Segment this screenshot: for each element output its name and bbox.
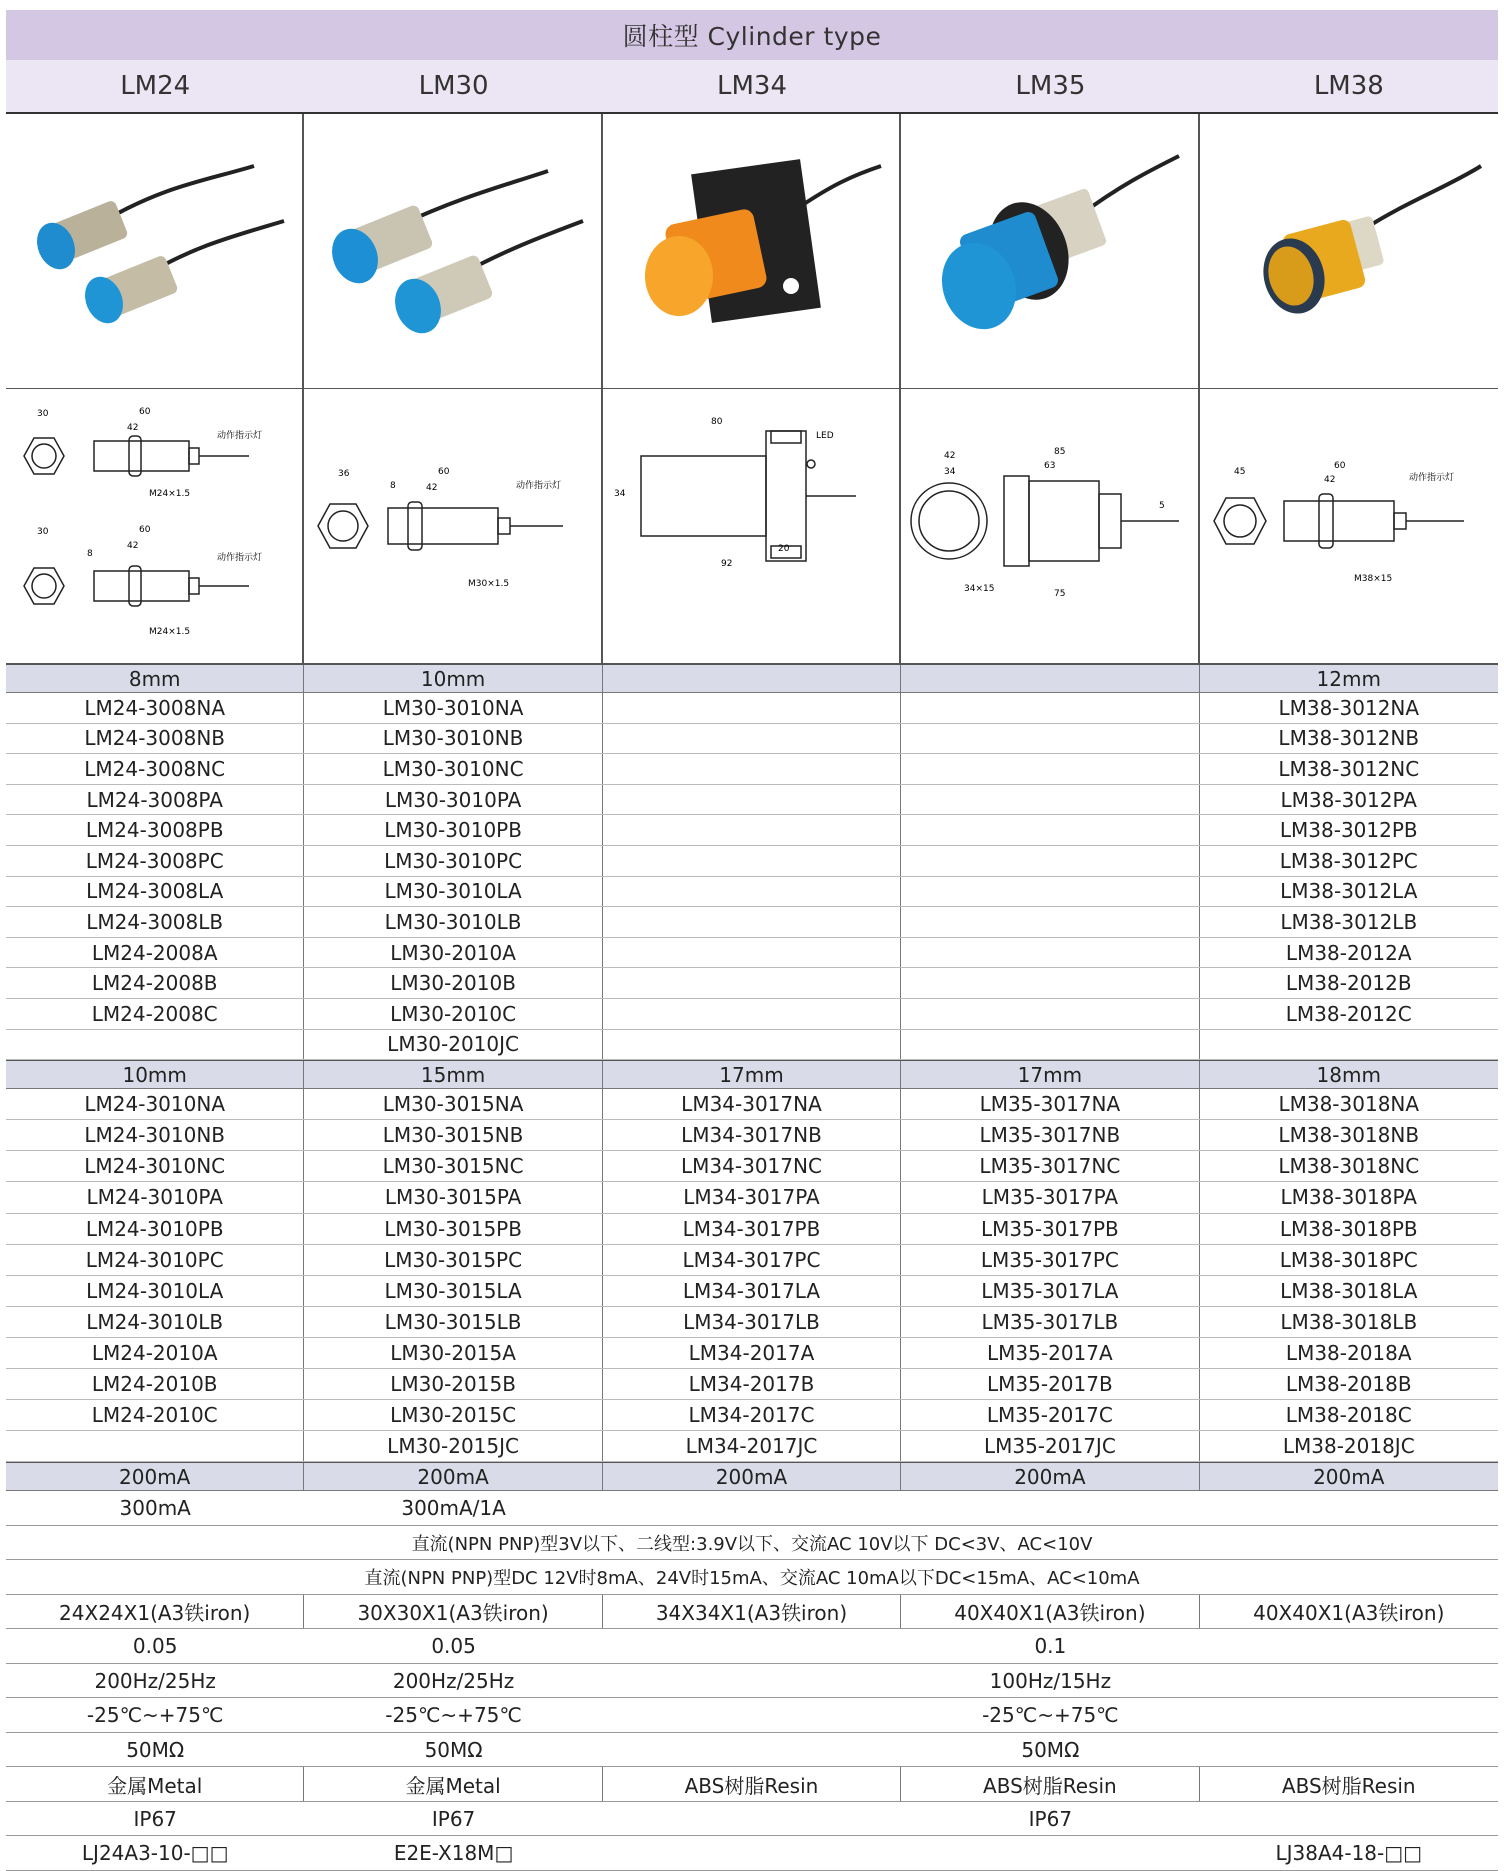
- model-cell: [603, 693, 901, 723]
- svg-text:42: 42: [127, 423, 139, 433]
- spec-cell: [603, 1491, 901, 1525]
- distance-cell: 15mm: [304, 1061, 602, 1088]
- spec-cell: 100Hz/15Hz: [989, 1668, 1112, 1693]
- spec-cell: 200mA: [603, 1463, 901, 1490]
- table-row: [6, 1307, 1498, 1338]
- svg-text:85: 85: [1054, 447, 1066, 457]
- dimension-drawing-row: [6, 389, 1498, 664]
- spec-cell: 0.05: [132, 1634, 178, 1658]
- lm35-drawing: [901, 389, 1199, 663]
- spec-cell: 40X40X1(A3铁iron): [1253, 1601, 1445, 1625]
- model-cell: LM30-3015LB: [304, 1307, 602, 1337]
- model-cell: LM38-3012PB: [1279, 818, 1418, 843]
- model-cell: [603, 938, 901, 968]
- model-cell: LM38-3018NA: [1278, 1092, 1420, 1117]
- svg-text:60: 60: [437, 467, 450, 477]
- spec-cell-wide: 直流(NPN PNP)型DC 12V时8mA、24V时15mA、交流AC 10mA以下DC<15mA、AC<10mA: [364, 1568, 1140, 1589]
- model-cell: LM24-3010LA: [6, 1276, 304, 1306]
- model-cell: LM35-3017PA: [901, 1182, 1199, 1212]
- lm35-photo: [901, 114, 1199, 388]
- svg-text:45: 45: [1233, 467, 1246, 477]
- model-cell: LM38-3018PA: [1280, 1185, 1417, 1210]
- model-cell: [603, 1030, 901, 1060]
- model-cell: LM24-3010NA: [6, 1089, 304, 1119]
- spec-cell: [1200, 1629, 1498, 1663]
- spec-cell: [603, 1698, 901, 1732]
- table-row: [6, 907, 1498, 938]
- model-label: LM34: [717, 71, 788, 101]
- spec-cell: IP67: [1028, 1806, 1073, 1831]
- model-cell: LM30-2010JC: [304, 1030, 602, 1060]
- model-header: [6, 60, 1498, 114]
- distance-band-2: [6, 1060, 1498, 1089]
- model-cell: LM38-3012PC: [1279, 848, 1418, 873]
- insulation-row: [6, 1733, 1498, 1768]
- spec-cell: [603, 1664, 901, 1698]
- model-cell: LM35-2017C: [901, 1400, 1199, 1430]
- model-cell: [901, 1030, 1199, 1060]
- model-cell: LM24-2010C: [6, 1400, 304, 1430]
- lm34-drawing: [603, 389, 901, 663]
- lm30-drawing: [304, 389, 602, 663]
- model-cell: LM24-3008PA: [6, 785, 304, 815]
- table-row: [6, 1400, 1498, 1431]
- table-row: [6, 1369, 1498, 1400]
- model-cell: LM30-3015NA: [304, 1089, 602, 1119]
- voltage-drop-row: [6, 1526, 1498, 1561]
- spec-cell: [603, 1733, 901, 1767]
- svg-text:80: 80: [710, 417, 723, 427]
- spec-cell: [1200, 1664, 1498, 1698]
- spec-cell: 200mA: [304, 1463, 602, 1490]
- svg-text:63: 63: [1044, 461, 1056, 471]
- distance-cell: [603, 665, 901, 692]
- distance-cell: 12mm: [1316, 666, 1381, 691]
- model-cell: LM30-2015JC: [304, 1431, 602, 1461]
- model-cell: LM30-3010NA: [304, 693, 602, 723]
- target-row: [6, 1595, 1498, 1630]
- model-cell: [603, 754, 901, 784]
- model-cell: LM30-3010NB: [304, 724, 602, 754]
- model-cell: LM35-2017A: [901, 1338, 1199, 1368]
- svg-text:LED: LED: [815, 431, 834, 441]
- model-cell: [6, 1431, 304, 1461]
- model-cell: LM30-2010C: [304, 999, 602, 1029]
- spec-cell: [1200, 1698, 1498, 1732]
- model-cell: LM24-3008NC: [6, 754, 304, 784]
- spec-cell: 50MΩ: [1021, 1737, 1080, 1762]
- table-row: [6, 877, 1498, 908]
- svg-text:动作指示灯: 动作指示灯: [217, 431, 263, 441]
- hysteresis-row: [6, 1629, 1498, 1664]
- model-cell: LM34-3017PC: [603, 1245, 901, 1275]
- svg-text:42: 42: [127, 541, 139, 551]
- model-cell: LM38-3018PB: [1279, 1216, 1418, 1241]
- lm38-drawing: [1200, 389, 1498, 663]
- spec-cell: LJ24A3-10-□□: [81, 1841, 229, 1865]
- table-row: [6, 785, 1498, 816]
- spec-cell: 200Hz/25Hz: [392, 1668, 515, 1693]
- model-cell: [603, 968, 901, 998]
- model-cell: LM34-3017LA: [603, 1276, 901, 1306]
- table-row: [6, 1214, 1498, 1245]
- model-cell: LM34-2017JC: [603, 1431, 901, 1461]
- model-cell: LM38-3012NC: [1278, 756, 1420, 781]
- spec-cell: ABS树脂Resin: [901, 1767, 1199, 1801]
- svg-text:30: 30: [37, 409, 49, 419]
- svg-text:60: 60: [139, 407, 151, 417]
- model-cell: LM30-3010PA: [304, 785, 602, 815]
- model-cell: LM38-2018A: [1285, 1340, 1412, 1365]
- model-cell: LM38-3012PA: [1280, 787, 1417, 812]
- model-cell: [603, 999, 901, 1029]
- svg-text:75: 75: [1054, 589, 1066, 599]
- model-cell: LM35-3017PB: [901, 1214, 1199, 1244]
- spec-cell: -25℃~+75℃: [982, 1703, 1119, 1727]
- temperature-row: [6, 1698, 1498, 1733]
- model-cell: [1200, 1030, 1498, 1060]
- model-cell: LM30-3015NB: [304, 1120, 602, 1150]
- model-cell: LM30-3010PB: [304, 815, 602, 845]
- model-label: LM38: [1313, 71, 1384, 101]
- spec-cell: 0.05: [431, 1634, 476, 1658]
- spec-cell: [1200, 1802, 1498, 1836]
- svg-text:动作指示灯: 动作指示灯: [217, 553, 263, 563]
- model-cell: LM34-3017NB: [603, 1120, 901, 1150]
- model-cell: LM38-3012NB: [1278, 726, 1420, 751]
- model-cell: LM35-3017NB: [901, 1120, 1199, 1150]
- model-cell: [901, 785, 1199, 815]
- distance-cell: 8mm: [6, 665, 304, 692]
- table-row: [6, 1182, 1498, 1213]
- model-cell: LM24-2008C: [6, 999, 304, 1029]
- svg-text:60: 60: [1333, 461, 1346, 471]
- table-row: [6, 815, 1498, 846]
- svg-text:5: 5: [1159, 501, 1166, 511]
- distance-cell: [901, 665, 1199, 692]
- model-cell: LM24-3008LA: [6, 877, 304, 907]
- model-cell: LM30-3015PC: [304, 1245, 602, 1275]
- svg-text:60: 60: [139, 525, 151, 535]
- svg-text:M30×1.5: M30×1.5: [467, 579, 509, 589]
- model-cell: LM35-3017LB: [901, 1307, 1199, 1337]
- model-cell: [901, 877, 1199, 907]
- model-cell: [603, 785, 901, 815]
- table-row: [6, 1245, 1498, 1276]
- model-cell: LM38-2012B: [1285, 971, 1412, 996]
- svg-text:42: 42: [1323, 475, 1336, 485]
- spec-cell-wide: 直流(NPN PNP)型3V以下、二线型:3.9V以下、交流AC 10V以下 DC<3V、AC<10V: [411, 1533, 1093, 1555]
- model-list-group-2: [6, 1089, 1498, 1462]
- model-cell: LM38-3018NC: [1278, 1154, 1420, 1179]
- model-cell: LM30-2015C: [304, 1400, 602, 1430]
- spec-cell: 30X30X1(A3铁iron): [304, 1595, 602, 1629]
- table-row: [6, 846, 1498, 877]
- table-row: [6, 1089, 1498, 1120]
- model-cell: LM30-2015A: [304, 1338, 602, 1368]
- table-row: [6, 1431, 1498, 1462]
- svg-text:动作指示灯: 动作指示灯: [515, 481, 561, 491]
- table-row: [6, 1151, 1498, 1182]
- model-cell: LM35-3017NC: [901, 1151, 1199, 1181]
- table-row: [6, 1030, 1498, 1061]
- model-cell: LM24-3010PB: [6, 1214, 304, 1244]
- svg-text:34×15: 34×15: [964, 584, 995, 594]
- table-row: [6, 968, 1498, 999]
- model-cell: LM24-2008A: [6, 938, 304, 968]
- spec-cell: 200mA: [6, 1463, 304, 1490]
- svg-text:42: 42: [425, 483, 438, 493]
- model-cell: [603, 846, 901, 876]
- spec-cell: -25℃~+75℃: [385, 1703, 522, 1727]
- model-cell: [901, 724, 1199, 754]
- spec-cell: 300mA: [119, 1496, 191, 1520]
- spec-cell: [1200, 1733, 1498, 1767]
- model-cell: LM38-2018JC: [1282, 1434, 1415, 1459]
- spec-cell: [1200, 1491, 1498, 1525]
- model-cell: [901, 938, 1199, 968]
- model-list-group-1: [6, 693, 1498, 1060]
- spec-cell: [901, 1491, 1199, 1525]
- model-cell: LM35-2017JC: [901, 1431, 1199, 1461]
- model-label: LM35: [1015, 71, 1086, 101]
- spec-sheet: [6, 10, 1498, 1871]
- distance-cell: 10mm: [6, 1061, 304, 1088]
- spec-cell: IP67: [431, 1806, 476, 1831]
- model-cell: LM24-3008PC: [6, 846, 304, 876]
- current-row-2: [6, 1491, 1498, 1526]
- model-cell: LM24-3008PB: [6, 815, 304, 845]
- model-label: LM24: [120, 71, 191, 101]
- protection-row: [6, 1802, 1498, 1837]
- spec-cell: 金属Metal: [6, 1767, 304, 1801]
- model-cell: LM24-2010B: [6, 1369, 304, 1399]
- table-row: [6, 1338, 1498, 1369]
- spec-cell: [901, 1836, 1199, 1870]
- model-cell: [6, 1030, 304, 1060]
- model-cell: LM38-3012NA: [1278, 695, 1420, 720]
- model-cell: LM35-3017LA: [901, 1276, 1199, 1306]
- svg-text:M38×15: M38×15: [1353, 574, 1392, 584]
- svg-text:M24×1.5: M24×1.5: [149, 627, 191, 637]
- svg-text:42: 42: [944, 451, 956, 461]
- spec-cell: 200Hz/25Hz: [94, 1668, 216, 1693]
- model-cell: LM30-3015PA: [304, 1182, 602, 1212]
- spec-cell: LJ38A4-18-□□: [1275, 1841, 1423, 1865]
- model-cell: [901, 815, 1199, 845]
- model-cell: LM38-3018PC: [1279, 1247, 1418, 1272]
- distance-cell: 17mm: [603, 1061, 901, 1088]
- model-cell: LM24-3008NA: [6, 693, 304, 723]
- spec-cell: 200mA: [1313, 1464, 1385, 1489]
- model-cell: LM34-2017B: [603, 1369, 901, 1399]
- model-cell: LM24-3010PC: [6, 1245, 304, 1275]
- product-photo-row: [6, 114, 1498, 389]
- spec-cell: 300mA/1A: [401, 1496, 506, 1520]
- spec-cell: 0.1: [1034, 1634, 1067, 1658]
- model-cell: LM24-3010PA: [6, 1182, 304, 1212]
- table-row: [6, 754, 1498, 785]
- model-cell: [901, 754, 1199, 784]
- svg-text:34: 34: [944, 467, 956, 477]
- model-cell: LM35-3017NA: [901, 1089, 1199, 1119]
- model-cell: LM30-2010A: [304, 938, 602, 968]
- model-cell: LM30-2015B: [304, 1369, 602, 1399]
- current-row-1: [6, 1462, 1498, 1491]
- svg-text:动作指示灯: 动作指示灯: [1408, 473, 1454, 483]
- distance-cell: 17mm: [901, 1061, 1199, 1088]
- model-cell: LM24-3010LB: [6, 1307, 304, 1337]
- lm30-photo: [304, 114, 602, 388]
- lm34-photo: [603, 114, 901, 388]
- material-row: [6, 1767, 1498, 1802]
- distance-band-1: [6, 664, 1498, 693]
- lm24-drawing: [6, 389, 304, 663]
- model-cell: [603, 907, 901, 937]
- distance-cell: 10mm: [304, 665, 602, 692]
- table-row: [6, 693, 1498, 724]
- equivalent-row: [6, 1836, 1498, 1871]
- model-cell: [901, 846, 1199, 876]
- sheet-title: 圆柱型 Cylinder type: [6, 10, 1498, 60]
- model-cell: [901, 907, 1199, 937]
- model-cell: LM30-3010LA: [304, 877, 602, 907]
- model-cell: LM24-3010NC: [6, 1151, 304, 1181]
- model-cell: LM30-3010PC: [304, 846, 602, 876]
- svg-text:8: 8: [389, 481, 396, 491]
- distance-cell: 18mm: [1316, 1062, 1381, 1087]
- model-cell: LM34-3017NC: [603, 1151, 901, 1181]
- model-cell: LM34-3017PA: [603, 1182, 901, 1212]
- model-cell: LM30-2010B: [304, 968, 602, 998]
- table-row: [6, 999, 1498, 1030]
- svg-text:20: 20: [777, 544, 790, 554]
- model-cell: LM30-3010LB: [304, 907, 602, 937]
- model-cell: LM38-3018LB: [1280, 1309, 1418, 1334]
- model-cell: LM38-2012C: [1285, 1001, 1412, 1026]
- model-cell: LM38-2012A: [1285, 940, 1412, 965]
- spec-cell: 50MΩ: [126, 1737, 185, 1762]
- spec-cell: 50MΩ: [424, 1737, 483, 1762]
- model-cell: LM35-3017PC: [901, 1245, 1199, 1275]
- model-cell: LM24-2008B: [6, 968, 304, 998]
- leakage-row: [6, 1560, 1498, 1595]
- spec-cell: 金属Metal: [304, 1767, 602, 1801]
- model-cell: [603, 877, 901, 907]
- spec-cell: 34X34X1(A3铁iron): [603, 1595, 901, 1629]
- model-cell: LM38-3018NB: [1278, 1123, 1420, 1148]
- model-cell: LM30-3015LA: [304, 1276, 602, 1306]
- model-cell: LM34-2017C: [603, 1400, 901, 1430]
- spec-cell: ABS树脂Resin: [1281, 1773, 1416, 1798]
- spec-cell: IP67: [133, 1806, 177, 1831]
- table-row: [6, 1276, 1498, 1307]
- model-cell: LM30-3015PB: [304, 1214, 602, 1244]
- spec-cell: [603, 1629, 901, 1663]
- model-cell: LM35-2017B: [901, 1369, 1199, 1399]
- model-cell: LM34-3017PB: [603, 1214, 901, 1244]
- lm24-photo: [6, 114, 304, 388]
- lm38-photo: [1200, 114, 1498, 388]
- model-cell: LM34-3017NA: [603, 1089, 901, 1119]
- model-cell: [603, 815, 901, 845]
- svg-text:34: 34: [613, 489, 626, 499]
- model-cell: LM24-3010NB: [6, 1120, 304, 1150]
- frequency-row: [6, 1664, 1498, 1699]
- spec-cell: [603, 1836, 901, 1870]
- model-cell: LM30-3015NC: [304, 1151, 602, 1181]
- table-row: [6, 1120, 1498, 1151]
- spec-cell: 200mA: [901, 1463, 1199, 1490]
- model-cell: LM24-3008NB: [6, 724, 304, 754]
- svg-text:30: 30: [37, 527, 49, 537]
- model-cell: LM24-2010A: [6, 1338, 304, 1368]
- model-cell: LM38-3012LB: [1280, 909, 1418, 934]
- model-cell: LM34-3017LB: [603, 1307, 901, 1337]
- model-label: LM30: [418, 71, 489, 101]
- svg-text:36: 36: [337, 469, 350, 479]
- model-cell: [603, 724, 901, 754]
- spec-cell: 24X24X1(A3铁iron): [6, 1595, 304, 1629]
- spec-cell: [603, 1802, 901, 1836]
- model-cell: [901, 968, 1199, 998]
- svg-text:8: 8: [87, 549, 93, 559]
- model-cell: LM24-3008LB: [6, 907, 304, 937]
- model-cell: LM38-2018B: [1285, 1372, 1412, 1397]
- spec-cell: -25℃~+75℃: [86, 1703, 224, 1727]
- model-cell: LM38-3018LA: [1280, 1278, 1418, 1303]
- model-cell: LM30-3010NC: [304, 754, 602, 784]
- svg-text:M24×1.5: M24×1.5: [149, 489, 191, 499]
- spec-cell: E2E-X18M□: [393, 1841, 514, 1865]
- model-cell: LM38-3012LA: [1280, 879, 1418, 904]
- svg-text:92: 92: [720, 559, 733, 569]
- model-cell: LM34-2017A: [603, 1338, 901, 1368]
- table-row: [6, 938, 1498, 969]
- table-row: [6, 724, 1498, 755]
- model-cell: [901, 999, 1199, 1029]
- spec-cell: 40X40X1(A3铁iron): [901, 1595, 1199, 1629]
- model-cell: [901, 693, 1199, 723]
- model-cell: LM38-2018C: [1285, 1403, 1412, 1428]
- spec-cell: ABS树脂Resin: [603, 1767, 901, 1801]
